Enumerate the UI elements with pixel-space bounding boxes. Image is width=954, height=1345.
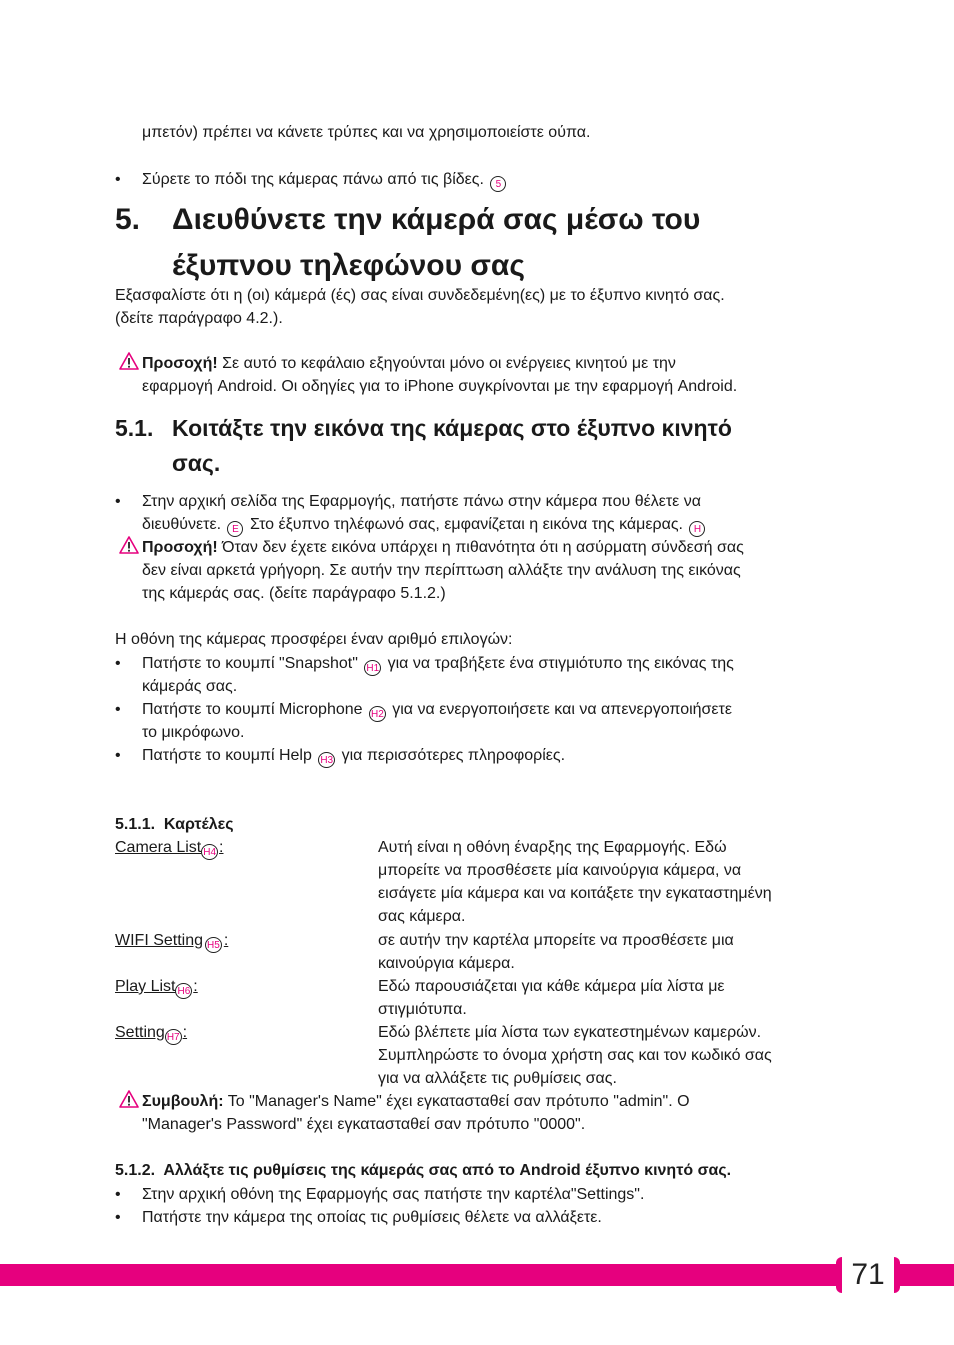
tab-description-line: καινούργια κάμερα.	[378, 955, 515, 972]
tab-description-line: για να αλλάξετε τις ρυθμίσεις σας.	[378, 1070, 617, 1087]
subsubsection-heading	[115, 813, 234, 836]
bullet: •	[115, 1186, 121, 1203]
tab-description-line: Εδώ βλέπετε μία λίστα των εγκατεστημένων καμερών.	[378, 1024, 762, 1041]
tab-term-setting	[115, 1021, 187, 1045]
callout-marker: H3	[318, 752, 335, 768]
tab-term-wifi-setting	[115, 929, 228, 953]
tab-description-line: Αυτή είναι η οθόνη έναρξης της Εφαρμογής. Εδώ	[378, 839, 727, 856]
bullet: •	[115, 655, 121, 672]
tab-term-name: Setting	[115, 1024, 165, 1041]
bullet: •	[115, 747, 121, 764]
tab-description-line: Συμπληρώστε το όνομα χρήστη σας και τον κωδικό σας	[378, 1047, 772, 1064]
warning-text: Σε αυτό το κεφάλαιο εξηγούνται μόνο οι ενέργειες κινητού με την	[222, 355, 676, 372]
intro-line1: Εξασφαλίστε ότι η (οι) κάμερά (ές) σας είναι συνδεδεμένη(ες) με το έξυπνο κινητό σας.	[115, 287, 725, 304]
subsubsection-number: 5.1.2.	[115, 1162, 156, 1179]
paragraph-continuation: μπετόν) πρέπει να κάνετε τρύπες και να χρησιμοποιείστε ούπα.	[142, 124, 591, 141]
tab-term-play-list	[115, 975, 198, 999]
warning-line1	[142, 352, 676, 375]
warning-line3: της κάμεράς σας. (δείτε παράγραφο 5.1.2.)	[142, 585, 446, 602]
bullet: •	[115, 493, 121, 510]
page-number: 71	[836, 1257, 900, 1293]
warning-line1	[142, 536, 744, 559]
tab-description-line: εισάγετε μία κάμερα και να κοιτάξετε την εγκαταστημένη	[378, 885, 772, 902]
tab-description-line: σε αυτήν την καρτέλα μπορείτε να προσθέσετε μια	[378, 932, 734, 949]
tab-term-suffix: :	[193, 978, 198, 995]
callout-marker: H	[689, 521, 705, 537]
list-item-text: Στο έξυπνο τηλέφωνό σας, εμφανίζεται η εικόνα της κάμερας.	[249, 516, 683, 533]
option-microphone	[142, 698, 732, 722]
list-item-line2	[142, 513, 707, 537]
tip-label: Συμβουλή:	[142, 1093, 224, 1110]
option-microphone-line2: το μικρόφωνο.	[142, 724, 245, 741]
subsubsection-title: Αλλάξτε τις ρυθμίσεις της κάμεράς σας από το Android έξυπνο κινητό σας.	[163, 1162, 732, 1179]
options-intro: Η οθόνη της κάμερας προσφέρει έναν αριθμό επιλογών:	[115, 631, 513, 648]
list-item	[142, 168, 508, 192]
tab-term-name: WIFI Setting	[115, 932, 204, 949]
option-help	[142, 744, 565, 768]
tab-description-line: σας κάμερα.	[378, 908, 466, 925]
callout-marker: H7	[165, 1029, 182, 1045]
callout-marker: H5	[205, 937, 222, 953]
warning-line2: εφαρμογή Android. Οι οδηγίες για το iPhone συγκρίνονται με την εφαρμογή Android.	[142, 378, 738, 395]
callout-marker: H1	[364, 660, 381, 676]
tip-text: Το "Manager's Name" έχει εγκατασταθεί σαν πρότυπο "admin". Ο	[227, 1093, 690, 1110]
section-title-line1: Διευθύνετε την κάμερά σας μέσω του	[172, 203, 701, 236]
tab-term-camera-list	[115, 836, 224, 860]
list-item: Πατήστε την κάμερα της οποίας τις ρυθμίσεις θέλετε να αλλάξετε.	[142, 1209, 602, 1226]
option-snapshot-line2: κάμεράς σας.	[142, 678, 238, 695]
warning-label: Προσοχή!	[142, 355, 218, 372]
tab-term-name: Play List	[115, 978, 176, 995]
list-item-text: Πατήστε το κουμπί "Snapshot"	[142, 655, 358, 672]
subsubsection-number: 5.1.1.	[115, 816, 156, 833]
tab-term-suffix: :	[223, 932, 229, 949]
subsubsection-heading	[115, 1159, 731, 1182]
list-item: Στην αρχική οθόνη της Εφαρμογής σας πατήστε την καρτέλα"Settings".	[142, 1186, 645, 1203]
warning-icon	[119, 352, 139, 370]
option-snapshot	[142, 652, 734, 676]
warning-icon	[119, 1090, 139, 1108]
subsection-title-line1: Κοιτάξτε την εικόνα της κάμερας στο έξυπνο κινητό	[172, 415, 732, 441]
list-item-text: Πατήστε το κουμπί Microphone	[142, 701, 363, 718]
callout-marker: H4	[201, 844, 218, 860]
list-item-line1: Στην αρχική σελίδα της Εφαρμογής, πατήστε πάνω στην κάμερα που θέλετε να	[142, 493, 702, 510]
tab-description-line: Εδώ παρουσιάζεται για κάθε κάμερα μία λίστα με	[378, 978, 725, 995]
list-item-text: Πατήστε το κουμπί Help	[142, 747, 312, 764]
tab-term-suffix: :	[182, 1024, 188, 1041]
tip-line2: "Manager's Password" έχει εγκατασταθεί σαν πρότυπο "0000".	[142, 1116, 586, 1133]
list-item-text: για να ενεργοποιήσετε και να απενεργοποιήσετε	[392, 701, 733, 718]
subsection-number: 5.1.	[115, 415, 154, 441]
list-item-text: για να τραβήξετε ένα στιγμιότυπο της εικόνας της	[387, 655, 734, 672]
list-item-text: Σύρετε το πόδι της κάμερας πάνω από τις βίδες.	[142, 171, 484, 188]
subsubsection-title: Καρτέλες	[163, 816, 234, 833]
tip-line1	[142, 1090, 690, 1113]
tab-description-line: στιγμιότυπα.	[378, 1001, 467, 1018]
callout-marker: E	[227, 521, 243, 537]
tab-description-line: μπορείτε να προσθέσετε μία καινούργια κάμερα, να	[378, 862, 742, 879]
warning-line2: δεν είναι αρκετά γρήγορη. Σε αυτήν την περίπτωση αλλάξτε την ανάλυση της εικόνας	[142, 562, 741, 579]
footer-bar	[0, 1264, 954, 1286]
callout-marker: 5	[490, 176, 506, 192]
list-item-text: για περισσότερες πληροφορίες.	[341, 747, 566, 764]
list-item-text: διευθύνετε.	[142, 516, 222, 533]
bullet: •	[115, 1209, 121, 1226]
warning-icon	[119, 536, 139, 554]
section-number: 5.	[115, 203, 141, 236]
callout-marker: H2	[369, 706, 386, 722]
tab-term-suffix: :	[219, 839, 224, 856]
bullet: •	[115, 701, 121, 718]
section-title-line2: έξυπνου τηλεφώνου σας	[172, 249, 525, 282]
callout-marker: H6	[175, 983, 192, 999]
warning-label: Προσοχή!	[142, 539, 218, 556]
bullet: •	[115, 171, 121, 188]
warning-text: Όταν δεν έχετε εικόνα υπάρχει η πιθανότητα ότι η ασύρματη σύνδεσή σας	[222, 539, 744, 556]
subsection-title-line2: σας.	[172, 450, 221, 476]
intro-line2: (δείτε παράγραφο 4.2.).	[115, 310, 283, 327]
tab-term-name: Camera List	[115, 839, 202, 856]
